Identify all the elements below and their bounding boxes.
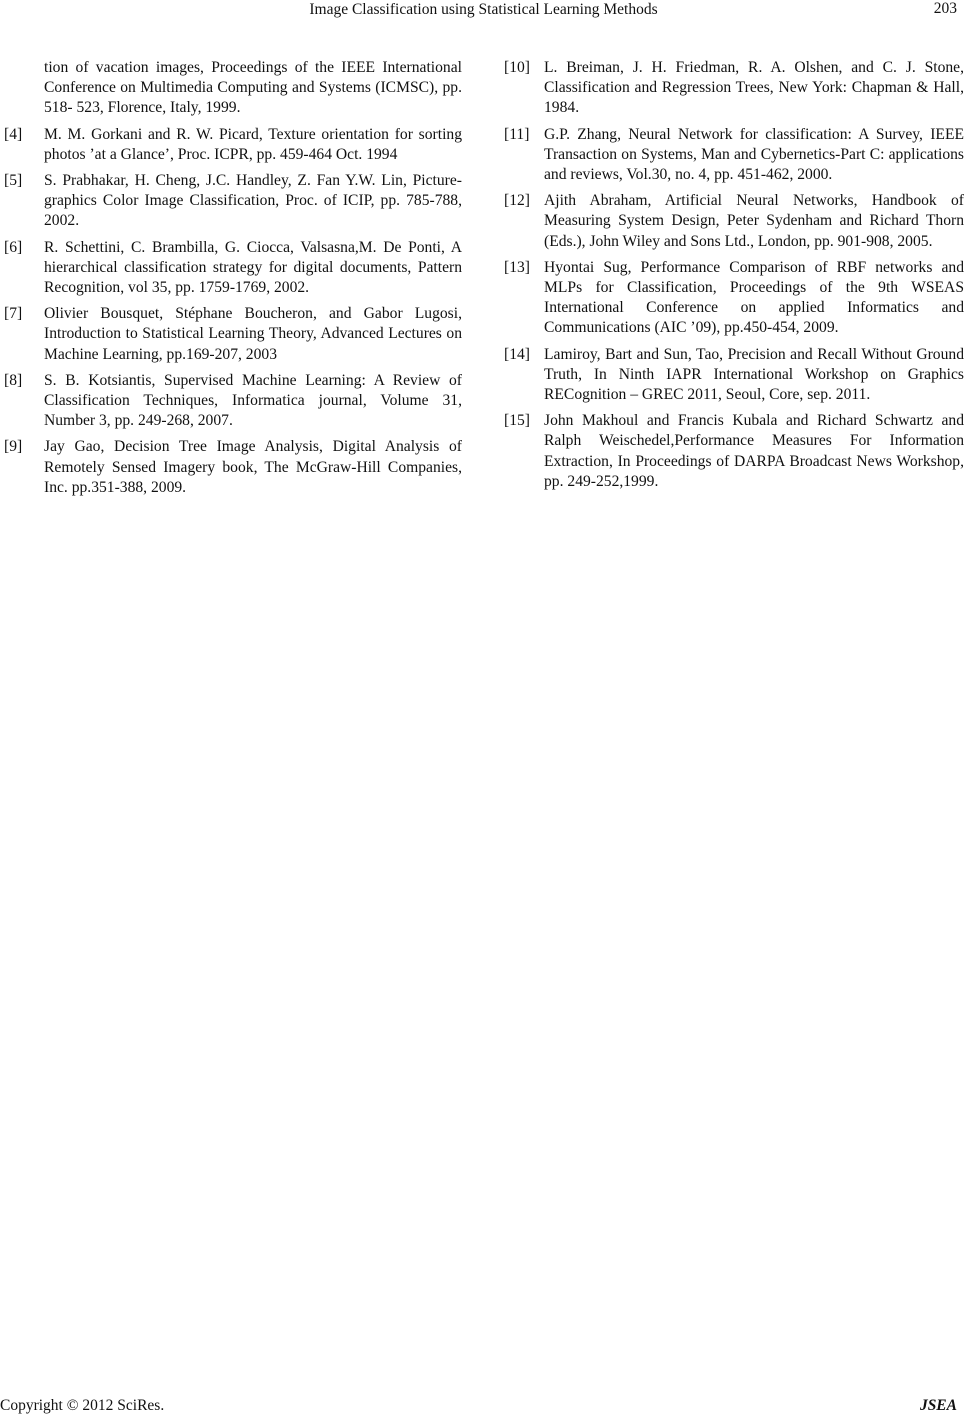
reference-item [0, 171, 462, 232]
reference-text: Hyontai Sug, Performance Comparison of RBF networks and MLPs for Classification, Proceedings of the 9th WSEAS International Conference on applied Informatics and Communications (AIC ’09), pp.450-454, 2009. [544, 258, 964, 337]
reference-item [0, 238, 462, 299]
reference-item [0, 304, 462, 365]
reference-label: [8] [4, 371, 23, 389]
reference-text: Olivier Bousquet, Stéphane Boucheron, and Gabor Lugosi, Introduction to Statistical Learning Theory, Advanced Lectures on Machine Learning, pp.169-207, 2003 [44, 305, 462, 363]
reference-label: [9] [4, 438, 23, 456]
reference-item [0, 371, 462, 432]
reference-item [500, 125, 964, 186]
reference-item [500, 191, 964, 252]
references-right-column [500, 58, 964, 498]
reference-text: S. Prabhakar, H. Cheng, J.C. Handley, Z. Fan Y.W. Lin, Picture-graphics Color Image Classification, Proc. of ICIP, pp. 785-788, 2002. [44, 172, 462, 230]
reference-label: [5] [4, 172, 23, 190]
reference-text: L. Breiman, J. H. Friedman, R. A. Olshen, and C. J. Stone, Classification and Regression Trees, New York: Chapman & Hall, 1984. [544, 59, 964, 117]
reference-text: John Makhoul and Francis Kubala and Richard Schwartz and Ralph Weischedel,Performance Measures For Information Extraction, In Proceedings of DARPA Broadcast News Workshop, pp. 249-252,1999. [544, 412, 964, 490]
reference-label: [10] [504, 59, 530, 76]
references-left-column [0, 58, 462, 504]
reference-label: [11] [504, 125, 530, 143]
reference-item [500, 58, 964, 119]
reference-text: M. M. Gorkani and R. W. Picard, Texture orientation for sorting photos ’at a Glance’, Proc. ICPR, pp. 459-464 Oct. 1994 [44, 125, 462, 163]
journal-abbreviation: JSEA [919, 1397, 957, 1414]
reference-text: tion of vacation images, Proceedings of the IEEE International Conference on Multimedia Computing and Systems (ICMSC), pp. 518- 523, Florence, Italy, 1999. [44, 59, 462, 117]
reference-label: [14] [504, 345, 530, 363]
reference-text: Jay Gao, Decision Tree Image Analysis, Digital Analysis of Remotely Sensed Imagery book, The McGraw-Hill Companies, Inc. pp.351-388, 2009. [44, 438, 462, 496]
copyright-notice: Copyright © 2012 SciRes. [0, 1397, 165, 1414]
reference-item [0, 437, 462, 498]
reference-label: [4] [4, 125, 23, 143]
reference-text: G.P. Zhang, Neural Network for classification: A Survey, IEEE Transaction on Systems, Man and Cybernetics-Part C: applications and reviews, Vol.30, no. 4, pp. 451-462, 2000. [544, 125, 964, 184]
running-title: Image Classification using Statistical Learning Methods [309, 1, 658, 18]
reference-text: Ajith Abraham, Artificial Neural Networks, Handbook of Measuring System Design, Peter Sydenham and Richard Thorn (Eds.), John Wiley and Sons Ltd., London, pp. 901-908, 2005. [544, 192, 964, 250]
reference-text: Lamiroy, Bart and Sun, Tao, Precision and Recall Without Ground Truth, In Ninth IAPR International Workshop on Graphics RECognition – GREC 2011, Seoul, Core, sep. 2011. [544, 345, 964, 404]
reference-label: [12] [504, 192, 530, 210]
reference-item [500, 345, 964, 406]
reference-label: [6] [4, 238, 23, 256]
reference-item [0, 125, 462, 165]
reference-label: [13] [504, 258, 530, 276]
page-number: 203 [933, 0, 957, 17]
reference-continuation [0, 58, 462, 119]
reference-text: R. Schettini, C. Brambilla, G. Ciocca, Valsasna,M. De Ponti, A hierarchical classification strategy for digital documents, Pattern Recognition, vol 35, pp. 1759-1769, 2002. [44, 238, 462, 297]
reference-item [500, 411, 964, 492]
reference-label: [7] [4, 305, 23, 323]
reference-item [500, 258, 964, 339]
reference-label: [15] [504, 412, 530, 430]
reference-text: S. B. Kotsiantis, Supervised Machine Learning: A Review of Classification Techniques, Informatica journal, Volume 31, Number 3, pp. 249-268, 2007. [44, 371, 462, 430]
